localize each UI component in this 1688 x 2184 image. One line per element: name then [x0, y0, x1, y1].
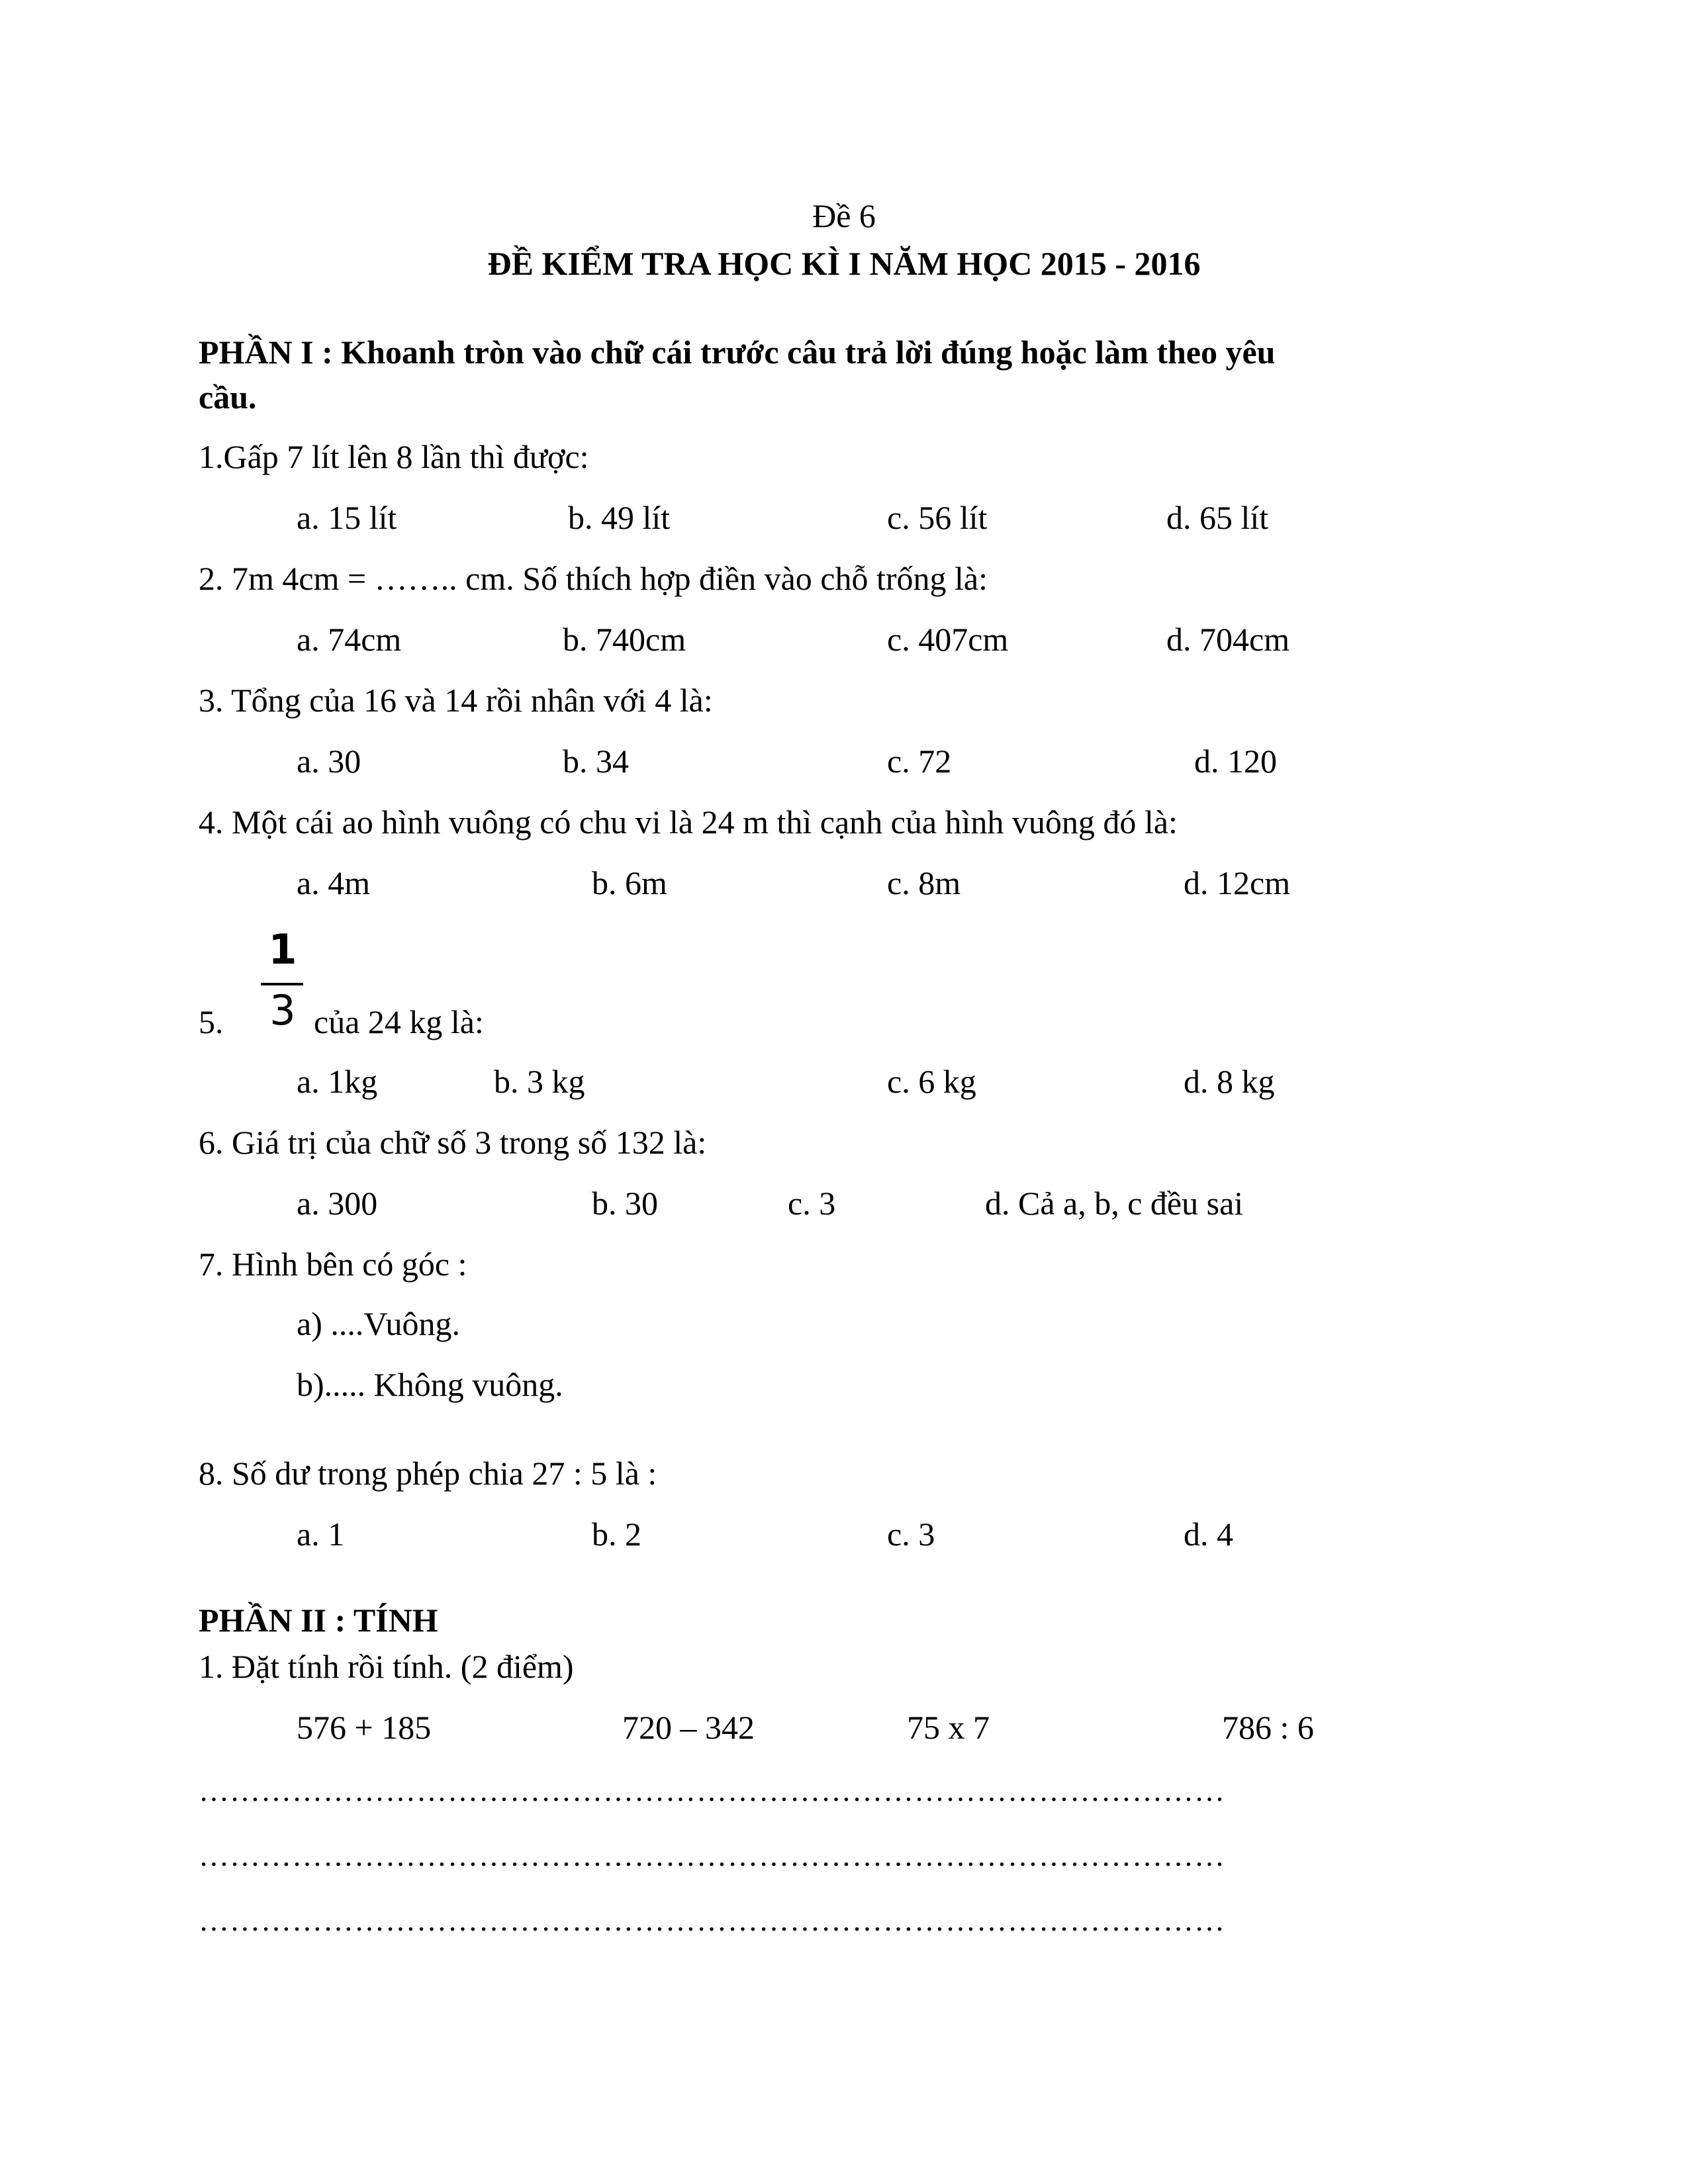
part1-heading-line2: cầu.: [199, 379, 257, 416]
question-2: 2. 7m 4cm = …….. cm. Số thích hợp điền vào chỗ trống là:: [199, 560, 988, 597]
q5-option-c: c. 6 kg: [887, 1063, 976, 1100]
calculation-2: 720 – 342: [622, 1709, 755, 1746]
fraction-bar: [261, 983, 303, 985]
q6-option-b: b. 30: [592, 1185, 658, 1222]
question-1: 1.Gấp 7 lít lên 8 lần thì được:: [199, 438, 589, 475]
part2-heading: PHẦN II : TÍNH: [199, 1602, 438, 1639]
question-5-number: 5.: [199, 1003, 224, 1040]
answer-line: ………………………………………………………………………………………: [199, 1839, 1225, 1872]
q5-option-b: b. 3 kg: [494, 1063, 585, 1100]
q6-option-c: c. 3: [788, 1185, 836, 1222]
q8-option-a: a. 1: [297, 1516, 345, 1553]
question-4: 4. Một cái ao hình vuông có chu vi là 24 m thì cạnh của hình vuông đó là:: [199, 803, 1178, 841]
q4-option-a: a. 4m: [297, 864, 371, 901]
q2-option-d: d. 704cm: [1166, 621, 1290, 658]
fraction-one-third: [259, 927, 306, 1039]
question-7: 7. Hình bên có góc :: [199, 1246, 467, 1283]
q2-option-b: b. 740cm: [563, 621, 686, 658]
q3-option-a: a. 30: [297, 743, 361, 780]
q4-option-b: b. 6m: [592, 864, 667, 901]
q6-option-a: a. 300: [297, 1185, 378, 1222]
calculation-4: 786 : 6: [1222, 1709, 1314, 1746]
q1-option-d: d. 65 lít: [1166, 499, 1269, 536]
question-6: 6. Giá trị của chữ số 3 trong số 132 là:: [199, 1124, 707, 1161]
exercise-1: 1. Đặt tính rồi tính. (2 điểm): [199, 1648, 574, 1685]
part1-heading-line1: PHẦN I : Khoanh tròn vào chữ cái trước câu trả lời đúng hoặc làm theo yêu: [199, 334, 1276, 371]
calculation-1: 576 + 185: [297, 1709, 432, 1746]
q1-option-c: c. 56 lít: [887, 499, 988, 536]
calculation-3: 75 x 7: [907, 1709, 990, 1746]
q8-option-b: b. 2: [592, 1516, 641, 1553]
fraction-numerator: 1: [268, 925, 297, 974]
q4-option-d: d. 12cm: [1184, 864, 1291, 901]
answer-line: ………………………………………………………………………………………: [199, 1774, 1225, 1807]
q4-option-c: c. 8m: [887, 864, 961, 901]
q1-option-b: b. 49 lít: [568, 499, 671, 536]
question-3: 3. Tổng của 16 và 14 rồi nhân với 4 là:: [199, 682, 713, 719]
q3-option-d: d. 120: [1194, 743, 1277, 780]
q3-option-b: b. 34: [563, 743, 629, 780]
q5-option-d: d. 8 kg: [1184, 1063, 1275, 1100]
q8-option-d: d. 4: [1184, 1516, 1233, 1553]
exam-title: ĐỀ KIỂM TRA HỌC KÌ I NĂM HỌC 2015 - 2016: [487, 245, 1201, 282]
q1-option-a: a. 15 lít: [297, 499, 397, 536]
question-8: 8. Số dư trong phép chia 27 : 5 là :: [199, 1455, 657, 1492]
q2-option-a: a. 74cm: [297, 621, 402, 658]
fraction-denominator: 3: [269, 986, 296, 1034]
q8-option-c: c. 3: [887, 1516, 935, 1553]
q2-option-c: c. 407cm: [887, 621, 1009, 658]
q6-option-d: d. Cả a, b, c đều sai: [985, 1185, 1244, 1222]
question-5: của 24 kg là:: [314, 1003, 484, 1040]
q3-option-c: c. 72: [887, 743, 952, 780]
exam-number: Đề 6: [812, 197, 876, 234]
q5-option-a: a. 1kg: [297, 1063, 378, 1100]
answer-line: ………………………………………………………………………………………: [199, 1903, 1225, 1937]
q7-item-b: b)..... Không vuông.: [297, 1366, 563, 1403]
q7-item-a: a) ....Vuông.: [297, 1305, 460, 1342]
